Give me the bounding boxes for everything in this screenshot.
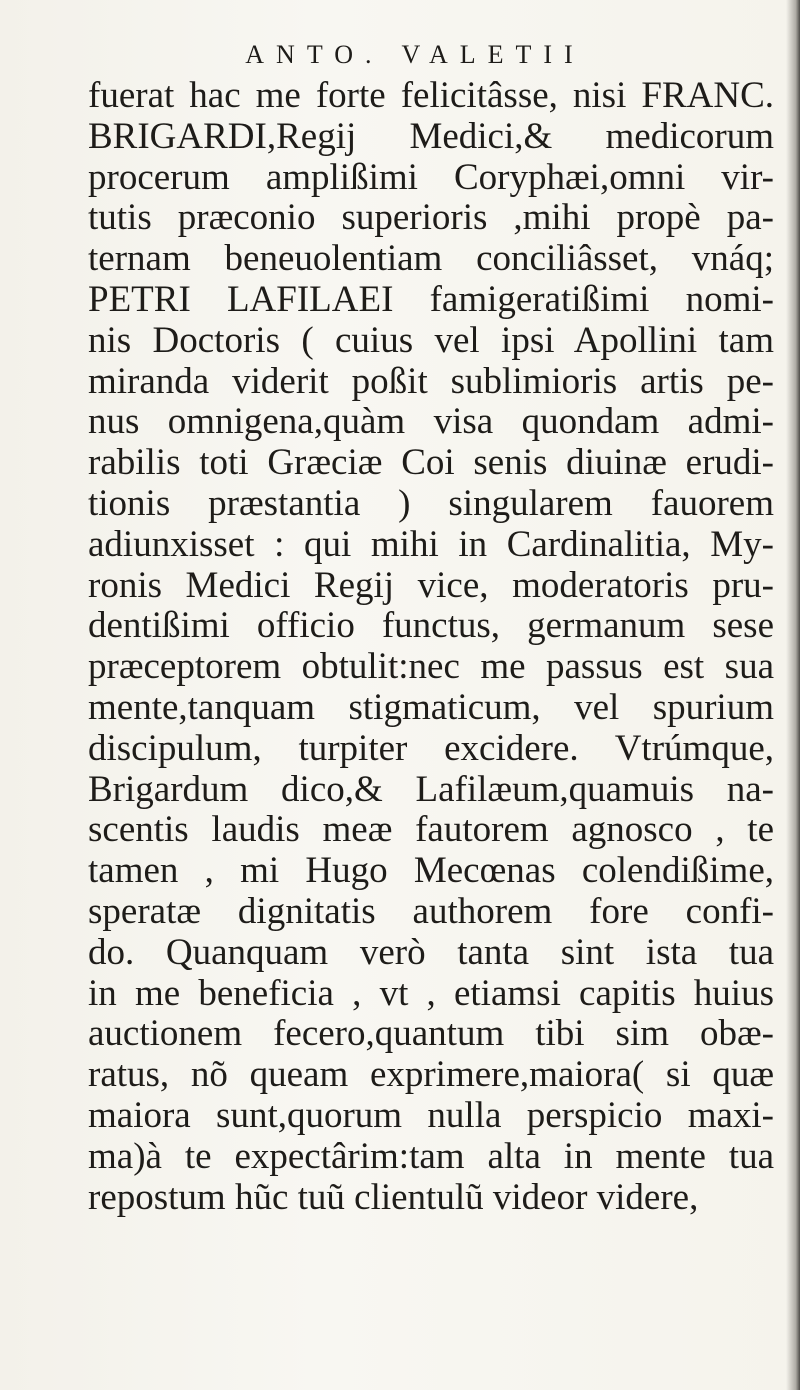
text-line: tionis præstantia ) singularem fauorem: [88, 483, 774, 524]
text-line: repostum hũc tuũ clientulũ videor videre,: [88, 1177, 699, 1218]
page-edge-shadow: [786, 0, 800, 1390]
text-line: discipulum, turpiter excidere. Vtrúmque,: [88, 728, 774, 769]
body-text: [88, 76, 774, 1218]
text-line: nus omnigena,quàm visa quondam admi-: [88, 402, 774, 443]
text-line: in me beneficia , vt , etiamsi capitis huius: [88, 973, 774, 1014]
text-line: tamen , mi Hugo Mecœnas colendißime,: [88, 851, 774, 892]
text-line: BRIGARDI,Regij Medici,& medicorum: [88, 116, 774, 157]
text-line: auctionem fecero,quantum tibi sim obæ-: [88, 1014, 774, 1055]
text-line: PETRI LAFILAEI famigeratißimi nomi-: [88, 279, 774, 320]
text-line: procerum amplißimi Coryphæi,omni vir-: [88, 157, 774, 198]
text-line: scentis laudis meæ fautorem agnosco , te: [88, 810, 774, 851]
text-line: do. Quanquam verò tanta sint ista tua: [88, 932, 774, 973]
running-head: ANTO. VALETII: [245, 40, 585, 69]
text-line: speratæ dignitatis authorem fore confi-: [88, 891, 774, 932]
text-line: miranda viderit poßit sublimioris artis pe-: [88, 361, 774, 402]
text-line: ratus, nõ queam exprimere,maiora( si quæ: [88, 1055, 774, 1096]
text-line: maiora sunt,quorum nulla perspicio maxi-: [88, 1095, 774, 1136]
text-line: præceptorem obtulit:nec me passus est sua: [88, 647, 774, 688]
text-line: adiunxisset : qui mihi in Cardinalitia, My-: [88, 524, 774, 565]
text-line: rabilis toti Græciæ Coi senis diuinæ erudi-: [88, 443, 774, 484]
text-line: fuerat hac me forte felicitâsse, nisi FRANC.: [88, 76, 774, 116]
text-line: tutis præconio superioris ,mihi propè pa-: [88, 198, 774, 239]
text-line: Brigardum dico,& Lafilæum,quamuis na-: [88, 769, 774, 810]
text-line: dentißimi officio functus, germanum sese: [88, 606, 774, 647]
text-line: ma)à te expectârim:tam alta in mente tua: [88, 1136, 774, 1177]
text-line: ternam beneuolentiam conciliâsset, vnáq;: [88, 239, 774, 280]
text-line: nis Doctoris ( cuius vel ipsi Apollini tam: [88, 320, 774, 361]
text-line: ronis Medici Regij vice, moderatoris pru-: [88, 565, 774, 606]
text-line: mente,tanquam stigmaticum, vel spurium: [88, 687, 774, 728]
